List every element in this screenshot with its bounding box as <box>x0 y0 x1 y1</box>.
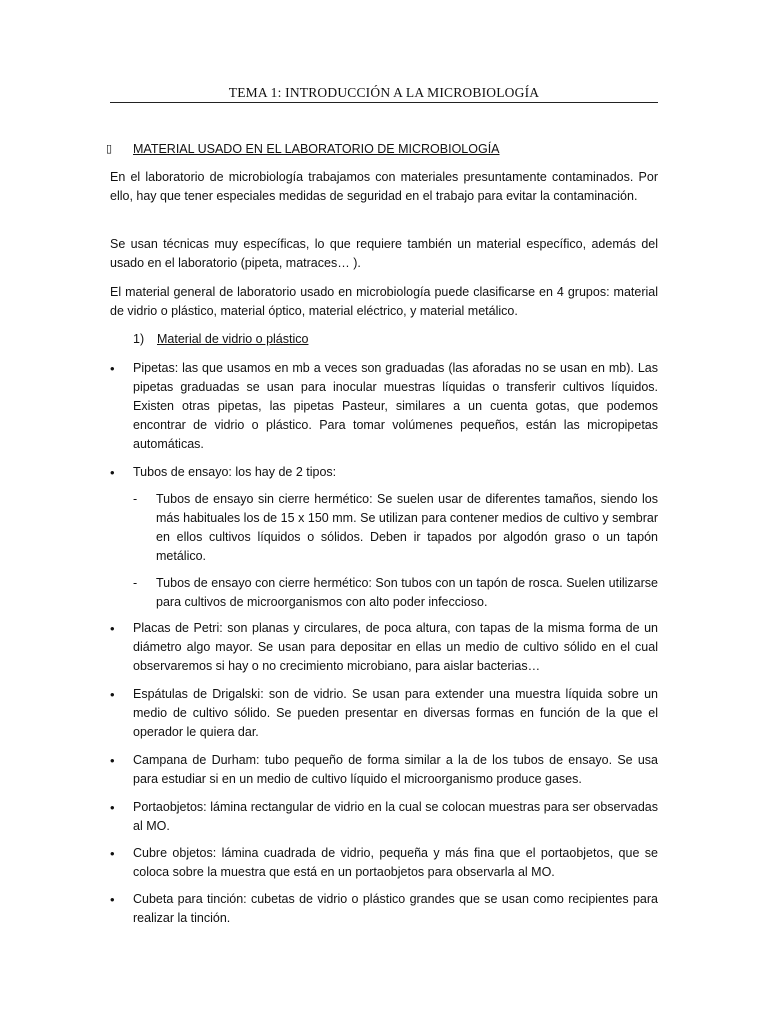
bullet-icon: • <box>110 621 115 636</box>
list-item-espatulas <box>110 685 658 742</box>
bullet-icon: • <box>110 687 115 702</box>
bullet-icon: • <box>110 361 115 376</box>
bullet-icon: • <box>110 846 115 861</box>
bullet-icon: • <box>110 753 115 768</box>
list-item-text: Campana de Durham: tubo pequeño de forma similar a la de los tubos de ensayo. Se usa para estudiar si en un medio de cultivo líquido el microorganismo produce gases. <box>133 753 658 786</box>
dash-icon: - <box>133 576 138 590</box>
list-item-text: Tubos de ensayo: los hay de 2 tipos: <box>133 465 337 479</box>
title-underline <box>110 102 658 103</box>
list-item-text: Espátulas de Drigalski: son de vidrio. Se usan para extender una muestra líquida sobre un medio de cultivo sólido. Se pueden presentar en diversas formas en función de la que el operador le quiera dar. <box>133 687 658 739</box>
subheading-text: Material de vidrio o plástico <box>157 332 309 346</box>
list-item-placas-petri <box>110 619 658 676</box>
list-item-portaobjetos <box>110 798 658 836</box>
list-item-text: Portaobjetos: lámina rectangular de vidrio en la cual se colocan muestras para ser observadas al MO. <box>133 800 658 833</box>
list-item-text: Cubre objetos: lámina cuadrada de vidrio, pequeña y más fina que el portaobjetos, que se coloca sobre la muestra que está en un portaobjetos para observarla al MO. <box>133 846 658 879</box>
list-item-text: Pipetas: las que usamos en mb a veces son graduadas (las aforadas no se usan en mb). Las pipetas graduadas se usan para inocular muestras líquidas o transferir cultivos líquidos. Existen otras pipetas, las pipetas Pasteur, similares a un cuenta gotas, que podemos encontrar de vidrio o plástico. Para tomar volúmenes pequeños, están las micropipetas automáticas. <box>133 361 658 451</box>
subheading <box>133 332 308 346</box>
list-item-tubos <box>110 463 658 482</box>
paragraph-techniques: Se usan técnicas muy específicas, lo que requiere también un material específico, además del usado en el laboratorio (pipeta, matraces… ). <box>110 237 658 270</box>
sublist-item-text: Tubos de ensayo sin cierre hermético: Se suelen usar de diferentes tamaños, siendo los más habituales los de 15 x 150 mm. Se utilizan para contener medios de cultivo y sembrar en ellos cultivos líquidos o sólidos. Deben ir tapados por algodón graso o un tapón metálico. <box>156 492 658 563</box>
sublist-item-sin-cierre <box>133 490 658 566</box>
bullet-icon: • <box>110 800 115 815</box>
section-marker-icon: ▯ <box>106 143 113 155</box>
list-item-cubre-objetos <box>110 844 658 882</box>
list-item-text: Cubeta para tinción: cubetas de vidrio o plástico grandes que se usan como recipientes para realizar la tinción. <box>133 892 658 925</box>
dash-icon: - <box>133 492 138 506</box>
paragraph-groups: El material general de laboratorio usado en microbiología puede clasificarse en 4 grupos: material de vidrio o plástico, material óptico, material eléctrico, y material metálico. <box>110 285 658 318</box>
list-item-cubeta-tincion <box>110 890 658 928</box>
sublist-item-text: Tubos de ensayo con cierre hermético: Son tubos con un tapón de rosca. Suelen utilizarse para cultivos de microorganismos con alto poder infeccioso. <box>156 576 658 609</box>
page-title: TEMA 1: INTRODUCCIÓN A LA MICROBIOLOGÍA <box>228 85 540 100</box>
section-heading-label: MATERIAL USADO EN EL LABORATORIO DE MICROBIOLOGÍA <box>133 142 500 156</box>
sublist-item-con-cierre <box>133 574 658 612</box>
paragraph-intro: En el laboratorio de microbiología trabajamos con materiales presuntamente contaminados. Por ello, hay que tener especiales medidas de seguridad en el trabajo para evitar la contaminación. <box>110 170 658 203</box>
section-heading <box>106 142 500 156</box>
subheading-number: 1) <box>133 332 145 346</box>
list-item-pipetas <box>110 359 658 454</box>
bullet-icon: • <box>110 465 115 480</box>
list-item-text: Placas de Petri: son planas y circulares, de poca altura, con tapas de la misma forma de un diámetro algo mayor. Se usan para depositar en ellas un medio de cultivo sólido en el cual observaremos si hay o no crecimiento microbiano, para aislar bacterias… <box>133 621 658 673</box>
bullet-icon: • <box>110 892 115 907</box>
list-item-campana-durham <box>110 751 658 789</box>
